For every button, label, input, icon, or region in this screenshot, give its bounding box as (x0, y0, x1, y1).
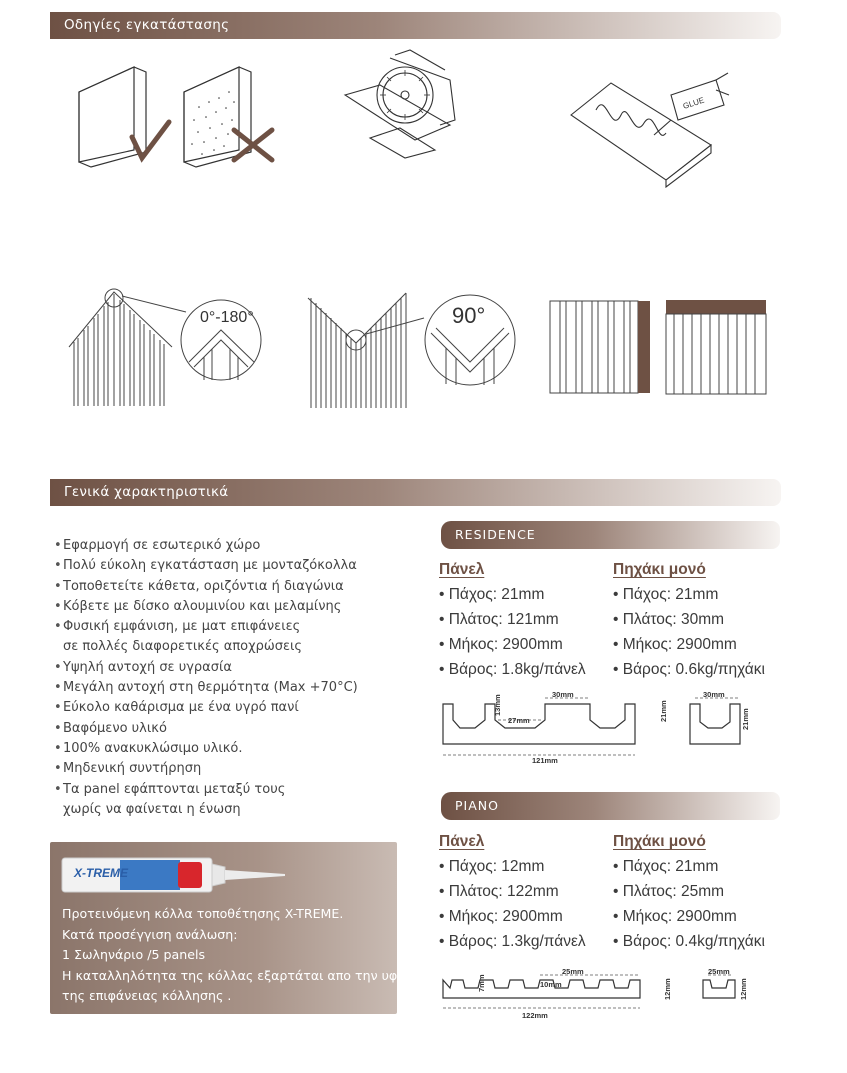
spec-heading: Πηχάκι μονό (613, 561, 706, 578)
spec-row: • Πλάτος: 30mm (613, 611, 725, 628)
glue-label: GLUE (681, 95, 706, 111)
spec-row: • Πάχος: 21mm (613, 858, 719, 875)
panel-profile-illustration (548, 296, 770, 398)
glue-tube-image (60, 852, 290, 902)
feature-item: •100% ανακυκλώσιμο υλικό. (54, 740, 243, 756)
section-header-general (50, 479, 781, 506)
spec-row: • Βάρος: 1.8kg/πάνελ (439, 661, 586, 678)
dim-label: 12mm (663, 978, 672, 1000)
spec-row: • Βάρος: 0.4kg/πηχάκι (613, 933, 765, 950)
dim-label: 12mm (739, 978, 748, 1000)
saw-cutting-illustration (340, 50, 470, 160)
angle-label: 90° (452, 303, 486, 328)
feature-item: •Τοποθετείτε κάθετα, οριζόντια ή διαγώνια (54, 578, 344, 594)
spec-row: • Βάρος: 0.6kg/πηχάκι (613, 661, 765, 678)
feature-item: σε πολλές διαφορετικές αποχρώσεις (63, 639, 303, 655)
dim-label: 21mm (741, 708, 750, 730)
section-title: Γενικά χαρακτηριστικά (64, 484, 229, 500)
dim-label: 25mm (708, 967, 730, 976)
feature-item: •Πολύ εύκολη εγκατάσταση με μονταζόκολλα (54, 558, 357, 574)
spec-heading: Πηχάκι μονό (613, 833, 706, 850)
glue-brand: X-TREME (74, 866, 128, 880)
feature-item: •Τα panel εφάπτονται μεταξύ τους (54, 781, 286, 797)
spec-heading: Πάνελ (439, 561, 485, 578)
angle-90-illustration (306, 288, 520, 410)
section-header-installation (50, 12, 781, 39)
glue-application-illustration (566, 75, 731, 187)
dim-label: 7mm (477, 974, 486, 992)
dim-label: 13mm (493, 694, 502, 716)
spec-row: • Πάχος: 21mm (439, 586, 545, 603)
section-title: Οδηγίες εγκατάστασης (64, 17, 230, 33)
feature-item: •Εφαρμογή σε εσωτερικό χώρο (54, 538, 261, 553)
angle-label: 0°-180° (200, 309, 254, 326)
spec-row: • Πλάτος: 121mm (439, 611, 559, 628)
residence-trim-specs (613, 558, 765, 682)
angle-0-180-illustration (64, 282, 270, 407)
dim-label: 10mm (540, 980, 562, 989)
piano-profile-drawing (440, 966, 755, 1026)
spec-row: • Μήκος: 2900mm (439, 636, 563, 653)
residence-header: RESIDENCE (441, 521, 780, 549)
feature-item: •Κόβετε με δίσκο αλουμινίου και μελαμίνης (54, 598, 342, 614)
spec-row: • Πλάτος: 25mm (613, 883, 725, 900)
feature-item: χωρίς να φαίνεται η ένωση (63, 801, 241, 817)
features-list (54, 536, 358, 820)
dim-label: 30mm (552, 690, 574, 699)
spec-row: • Πάχος: 21mm (613, 586, 719, 603)
feature-item: •Μηδενική συντήρηση (54, 761, 202, 777)
dim-label: 122mm (522, 1011, 548, 1020)
spec-heading: Πάνελ (439, 833, 485, 850)
residence-panel-specs (439, 558, 586, 682)
surface-check-illustration (74, 62, 284, 172)
spec-row: • Μήκος: 2900mm (439, 908, 563, 925)
spec-row: • Πάχος: 12mm (439, 858, 545, 875)
glue-info-text: Προτεινόμενη κόλλα τοποθέτησης X-TREME. Κατά προσέγγιση ανάλωση: 1 Σωληνάριο /5 panels Η καταλληλότητα της κόλλας εξαρτάται απο την υφή της επιφάνειας κόλλησης . (62, 906, 406, 1003)
dim-label: 27mm (508, 716, 530, 725)
spec-row: • Μήκος: 2900mm (613, 908, 737, 925)
piano-header: PIANO (441, 792, 780, 820)
piano-trim-specs (613, 830, 765, 954)
dim-label: 30mm (703, 690, 725, 699)
cross-icon (234, 130, 272, 160)
feature-item: •Φυσική εμφάνιση, με ματ επιφάνειες (54, 619, 301, 635)
feature-item: •Μεγάλη αντοχή στη θερμότητα (Max +70°C) (54, 680, 358, 696)
residence-profile-drawing (440, 692, 760, 764)
feature-item: •Εύκολο καθάρισμα με ένα υγρό πανί (54, 700, 299, 716)
dim-label: 21mm (659, 700, 668, 722)
feature-item: •Υψηλή αντοχή σε υγρασία (54, 659, 232, 675)
dim-label: 121mm (532, 756, 558, 765)
dim-label: 25mm (562, 967, 584, 976)
piano-panel-specs (439, 830, 586, 954)
spec-row: • Μήκος: 2900mm (613, 636, 737, 653)
recommended-glue-box (50, 842, 406, 1014)
spec-row: • Πλάτος: 122mm (439, 883, 559, 900)
feature-item: •Βαφόμενο υλικό (54, 720, 167, 736)
check-icon (132, 122, 169, 158)
spec-row: • Βάρος: 1.3kg/πάνελ (439, 933, 586, 950)
